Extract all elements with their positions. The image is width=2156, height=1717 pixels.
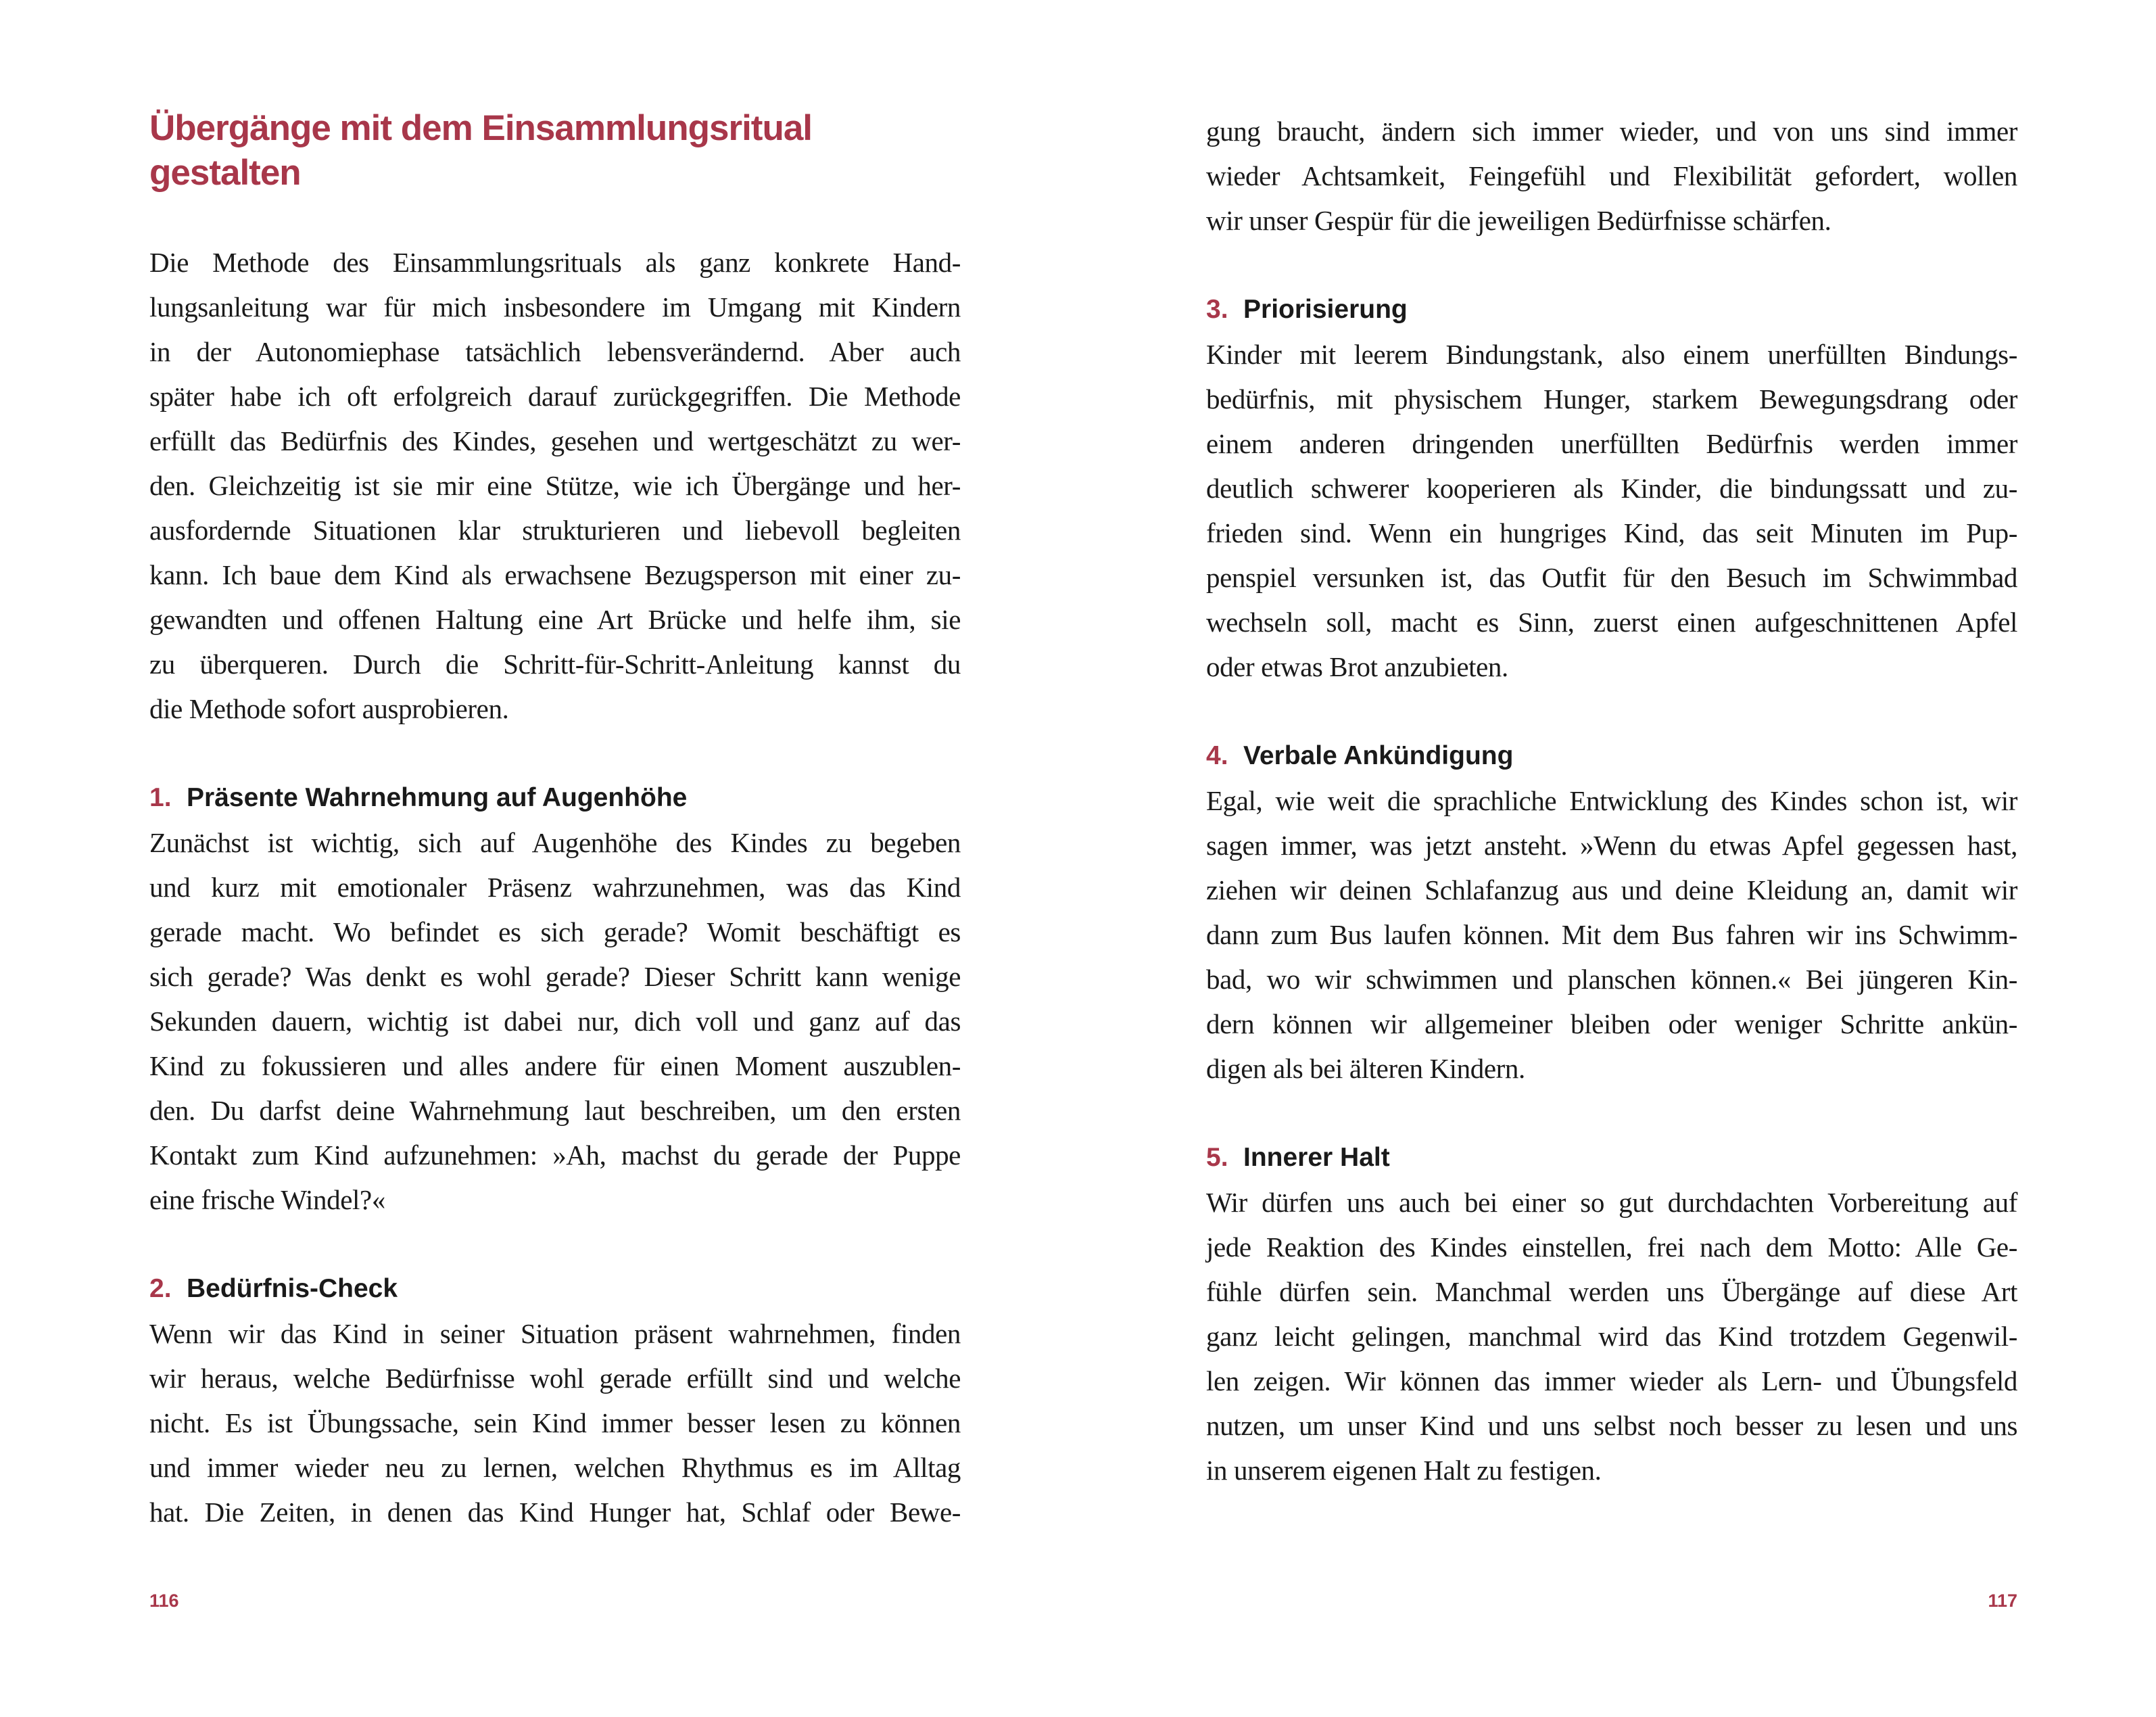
- body-text-line: gewandten und offenen Haltung eine Art Brücke und helfe ihm, sie: [149, 604, 961, 635]
- body-text-line: erfüllt das Bedürfnis des Kindes, gesehen und wertgeschätzt zu wer-: [149, 425, 961, 456]
- body-text-line: lungsanleitung war für mich insbesondere im Umgang mit Kindern: [149, 291, 961, 323]
- body-text-line: frieden sind. Wenn ein hungriges Kind, das seit Minuten im Pup-: [1206, 517, 2017, 548]
- chapter-title-line: gestalten: [149, 153, 301, 193]
- body-text-line: in der Autonomiephase tatsächlich lebensverändernd. Aber auch: [149, 336, 961, 367]
- body-text-line: Wenn wir das Kind in seiner Situation präsent wahrnehmen, finden: [149, 1318, 961, 1349]
- body-text-line: penspiel versunken ist, das Outfit für den Besuch im Schwimmbad: [1206, 562, 2017, 593]
- section-heading: [1206, 287, 2017, 332]
- body-text-line: Zunächst ist wichtig, sich auf Augenhöhe des Kindes zu begeben: [149, 827, 961, 858]
- section-heading: [1206, 734, 2017, 778]
- body-text-line: bedürfnis, mit physischem Hunger, starkem Bewegungsdrang oder: [1206, 383, 2017, 415]
- body-text-line: wieder Achtsamkeit, Feingefühl und Flexibilität gefordert, wollen: [1206, 160, 2017, 191]
- spacer: [1206, 689, 2017, 734]
- body-text-line: den. Gleichzeitig ist sie mir eine Stütze, wie ich Übergänge und her-: [149, 470, 961, 501]
- body-text-line: len zeigen. Wir können das immer wieder als Lern- und Übungsfeld: [1206, 1365, 2017, 1396]
- body-text-line: Egal, wie weit die sprachliche Entwicklung des Kindes schon ist, wir: [1206, 785, 2017, 816]
- body-text-line: wir heraus, welche Bedürfnisse wohl gerade erfüllt sind und welche: [149, 1363, 961, 1394]
- body-text-line: die Methode sofort ausprobieren.: [149, 693, 509, 724]
- body-text-line: gung braucht, ändern sich immer wieder, und von uns sind immer: [1206, 116, 2017, 147]
- section-title: Priorisierung: [1243, 295, 1408, 324]
- body-text-line: jede Reaktion des Kindes einstellen, frei nach dem Motto: Alle Ge-: [1206, 1231, 2017, 1263]
- body-text-line: ausfordernde Situationen klar strukturieren und liebevoll begleiten: [149, 515, 961, 546]
- spacer: [149, 195, 961, 240]
- body-text-line: dern können wir allgemeiner bleiben oder weniger Schritte ankün-: [1206, 1008, 2017, 1039]
- section-heading: [149, 776, 961, 820]
- right-page-column: [1206, 109, 2017, 1492]
- body-text-line: digen als bei älteren Kindern.: [1206, 1053, 1525, 1084]
- body-text-line: deutlich schwerer kooperieren als Kinder, die bindungssatt und zu-: [1206, 473, 2017, 504]
- spacer: [1206, 243, 2017, 287]
- section-title: Verbale Ankündigung: [1243, 741, 1514, 770]
- section-number: 2.: [149, 1274, 172, 1303]
- body-text-line: hat. Die Zeiten, in denen das Kind Hunger hat, Schlaf oder Bewe-: [149, 1497, 961, 1528]
- body-text-line: Kind zu fokussieren und alles andere für einen Moment auszublen-: [149, 1050, 961, 1081]
- body-text-line: in unserem eigenen Halt zu festigen.: [1206, 1455, 1602, 1486]
- section-number: 1.: [149, 783, 172, 812]
- left-page-column: [149, 106, 961, 1534]
- body-text-line: nutzen, um unser Kind und uns selbst noch besser zu lesen und uns: [1206, 1410, 2017, 1441]
- body-text-line: Sekunden dauern, wichtig ist dabei nur, dich voll und ganz auf das: [149, 1006, 961, 1037]
- chapter-title-line: Übergänge mit dem Einsammlungsritual: [149, 108, 813, 148]
- spacer: [149, 731, 961, 776]
- section-number: 4.: [1206, 741, 1228, 770]
- body-text-line: ziehen wir deinen Schlafanzug aus und deine Kleidung an, damit wir: [1206, 874, 2017, 905]
- page-number-left: 116: [149, 1591, 179, 1611]
- body-text-line: wir unser Gespür für die jeweiligen Bedürfnisse schärfen.: [1206, 205, 1831, 236]
- body-text-line: und kurz mit emotionaler Präsenz wahrzunehmen, was das Kind: [149, 872, 961, 903]
- section-title: Innerer Halt: [1243, 1143, 1390, 1172]
- section-title: Präsente Wahrnehmung auf Augenhöhe: [187, 783, 688, 812]
- body-text-line: sich gerade? Was denkt es wohl gerade? Dieser Schritt kann wenige: [149, 961, 961, 992]
- body-text-line: oder etwas Brot anzubieten.: [1206, 651, 1508, 682]
- body-text-line: bad, wo wir schwimmen und planschen können.« Bei jüngeren Kin-: [1206, 964, 2017, 995]
- body-text-line: zu überqueren. Durch die Schritt-für-Schritt-Anleitung kannst du: [149, 649, 961, 680]
- body-text-line: eine frische Windel?«: [149, 1184, 385, 1215]
- body-text-line: dann zum Bus laufen können. Mit dem Bus fahren wir ins Schwimm-: [1206, 919, 2017, 950]
- section-number: 5.: [1206, 1143, 1228, 1172]
- section-number: 3.: [1206, 295, 1228, 324]
- body-text-line: Die Methode des Einsammlungsrituals als ganz konkrete Hand-: [149, 247, 961, 278]
- body-text-line: und immer wieder neu zu lernen, welchen Rhythmus es im Alltag: [149, 1452, 961, 1483]
- body-text-line: ganz leicht gelingen, manchmal wird das Kind trotzdem Gegenwil-: [1206, 1321, 2017, 1352]
- spacer: [149, 1222, 961, 1267]
- body-text-line: nicht. Es ist Übungssache, sein Kind immer besser lesen zu können: [149, 1407, 961, 1438]
- spacer: [1206, 1091, 2017, 1135]
- body-text-line: wechseln soll, macht es Sinn, zuerst einen aufgeschnittenen Apfel: [1206, 607, 2017, 638]
- body-text-line: sagen immer, was jetzt ansteht. »Wenn du etwas Apfel gegessen hast,: [1206, 830, 2017, 861]
- body-text-line: kann. Ich baue dem Kind als erwachsene Bezugsperson mit einer zu-: [149, 559, 961, 590]
- section-title: Bedürfnis-Check: [187, 1274, 398, 1303]
- body-text-line: Kinder mit leerem Bindungstank, also einem unerfüllten Bindungs-: [1206, 339, 2017, 370]
- body-text-line: Wir dürfen uns auch bei einer so gut durchdachten Vorbereitung auf: [1206, 1187, 2017, 1218]
- section-heading: [1206, 1135, 2017, 1180]
- body-text-line: einem anderen dringenden unerfüllten Bedürfnis werden immer: [1206, 428, 2017, 459]
- body-text-line: den. Du darfst deine Wahrnehmung laut beschreiben, um den ersten: [149, 1095, 961, 1126]
- body-text-line: später habe ich oft erfolgreich darauf zurückgegriffen. Die Methode: [149, 381, 961, 412]
- body-text-line: fühle dürfen sein. Manchmal werden uns Übergänge auf diese Art: [1206, 1276, 2017, 1307]
- section-heading: [149, 1267, 961, 1311]
- page-number-right: 117: [1988, 1591, 2017, 1611]
- body-text-line: gerade macht. Wo befindet es sich gerade? Womit beschäftigt es: [149, 916, 961, 947]
- body-text-line: Kontakt zum Kind aufzunehmen: »Ah, machst du gerade der Puppe: [149, 1139, 961, 1171]
